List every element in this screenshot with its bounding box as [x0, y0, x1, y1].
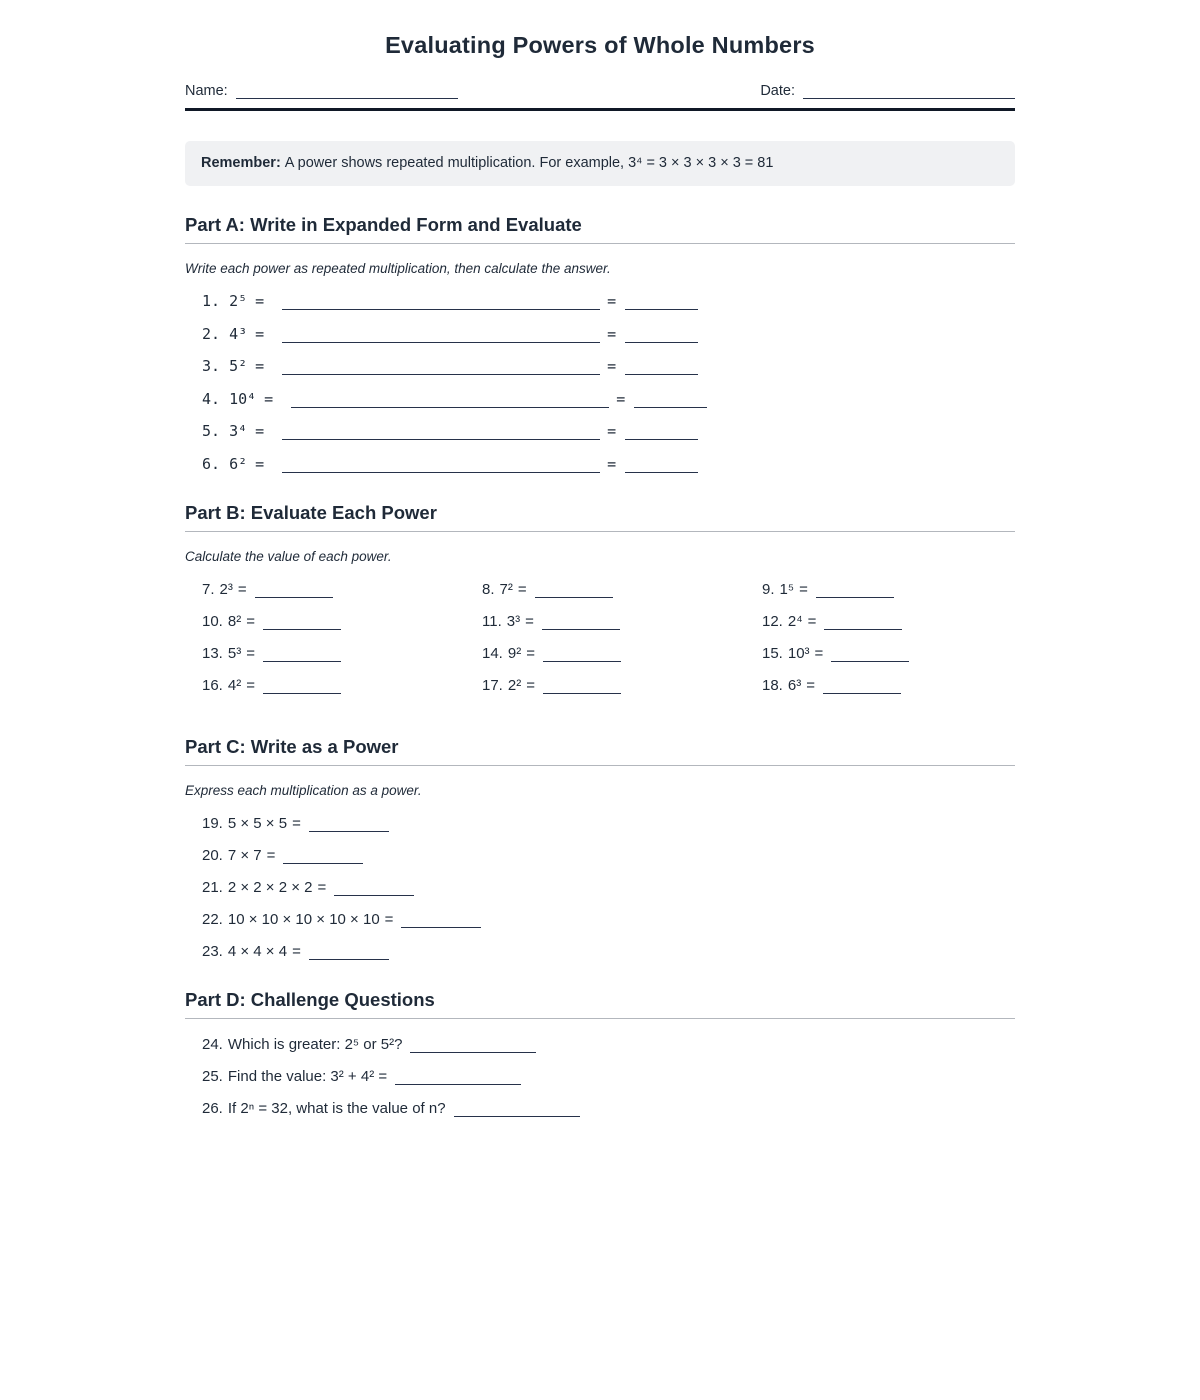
equals-sign: =	[607, 324, 617, 343]
answer-blank-line	[263, 648, 341, 662]
equals-sign: =	[526, 676, 535, 694]
part-d-heading: Part D: Challenge Questions	[185, 989, 1015, 1019]
equals-sign: =	[292, 814, 301, 832]
item-number: 3.	[202, 357, 221, 375]
date-field-group	[760, 83, 1015, 99]
section-part-a	[185, 214, 1015, 474]
answer-blank-line	[823, 680, 901, 694]
answer-blank-line	[542, 616, 620, 630]
part-b-item	[202, 580, 482, 599]
section-part-d	[185, 989, 1015, 1118]
item-number: 14.	[482, 644, 503, 662]
equals-sign: =	[255, 292, 265, 310]
equals-sign: =	[607, 454, 617, 473]
item-number: 7.	[202, 580, 215, 598]
item-number: 4.	[202, 389, 221, 408]
part-a-item	[202, 422, 1015, 441]
expanded-form-blank-line	[282, 361, 600, 375]
equals-sign: =	[607, 292, 617, 310]
equals-sign: =	[317, 878, 327, 896]
equals-sign: =	[266, 846, 276, 864]
equals-sign: =	[517, 580, 527, 598]
item-number: 9.	[762, 580, 775, 598]
part-c-heading: Part C: Write as a Power	[185, 736, 1015, 766]
answer-blank-line	[816, 584, 894, 598]
answer-blank-line	[454, 1103, 580, 1117]
part-c-item	[202, 814, 1015, 833]
equals-sign: =	[526, 644, 535, 662]
item-power: 8²	[227, 612, 242, 630]
section-part-c	[185, 736, 1015, 961]
part-c-item	[202, 942, 1015, 961]
name-field-group	[185, 83, 458, 99]
part-a-item	[202, 292, 1015, 311]
part-a-list	[185, 292, 1015, 474]
part-b-item	[202, 612, 482, 631]
reminder-label: Remember:	[201, 155, 281, 171]
item-number: 16.	[202, 676, 223, 694]
answer-blank-line	[625, 459, 698, 473]
equals-sign: =	[607, 357, 617, 375]
item-number: 12.	[762, 612, 783, 630]
part-c-item	[202, 910, 1015, 929]
answer-blank-line	[401, 914, 481, 928]
part-d-item	[202, 1067, 1015, 1086]
part-b-item	[482, 644, 762, 663]
item-power: 2³	[219, 580, 233, 598]
answer-blank-line	[410, 1039, 536, 1053]
equals-sign: =	[237, 580, 247, 598]
part-b-instruction: Calculate the value of each power.	[185, 548, 392, 564]
equals-sign: =	[246, 612, 255, 630]
part-a-item	[202, 325, 1015, 344]
item-number: 10.	[202, 612, 223, 630]
equals-sign: =	[814, 644, 824, 662]
reminder-text: A power shows repeated multiplication. For example, 3⁴ = 3 × 3 × 3 × 3 = 81	[284, 155, 774, 171]
equals-sign: =	[264, 389, 274, 408]
equals-sign: =	[799, 580, 808, 598]
item-question: Find the value: 3² + 4² =	[227, 1067, 388, 1085]
item-power: 4³	[229, 324, 248, 343]
item-number: 13.	[202, 644, 223, 662]
equals-sign: =	[616, 389, 626, 408]
item-number: 24.	[202, 1035, 223, 1053]
item-expression: 2 × 2 × 2 × 2	[227, 878, 313, 896]
part-c-instruction: Express each multiplication as a power.	[185, 782, 422, 798]
part-b-item	[762, 676, 1015, 695]
part-a-instruction: Write each power as repeated multiplication, then calculate the answer.	[185, 261, 611, 276]
part-d-item	[202, 1035, 1015, 1054]
equals-sign: =	[255, 454, 265, 473]
part-b-item	[202, 676, 482, 695]
part-c-list	[185, 814, 1015, 961]
item-number: 1.	[202, 292, 221, 310]
item-number: 6.	[202, 454, 221, 473]
item-power: 10³	[787, 644, 810, 662]
part-b-grid	[185, 580, 1015, 708]
part-a-heading: Part A: Write in Expanded Form and Evaluate	[185, 214, 1015, 244]
expanded-form-blank-line	[282, 426, 600, 440]
item-power: 3³	[506, 612, 521, 630]
date-label: Date:	[760, 83, 795, 99]
answer-blank-line	[831, 648, 909, 662]
item-number: 11.	[482, 612, 502, 630]
equals-sign: =	[255, 357, 265, 375]
part-c-item	[202, 846, 1015, 865]
part-b-item	[762, 644, 1015, 663]
answer-blank-line	[263, 616, 341, 630]
expanded-form-blank-line	[282, 329, 600, 343]
answer-blank-line	[255, 584, 333, 598]
answer-blank-line	[824, 616, 902, 630]
item-number: 21.	[202, 878, 223, 896]
equals-sign: =	[246, 676, 255, 694]
answer-blank-line	[543, 680, 621, 694]
item-power: 4²	[227, 676, 242, 694]
section-part-b	[185, 502, 1015, 708]
item-power: 2⁵	[229, 292, 248, 310]
equals-sign: =	[525, 612, 534, 630]
answer-blank-line	[535, 584, 613, 598]
item-power: 6²	[229, 454, 248, 473]
answer-blank-line	[543, 648, 621, 662]
item-expression: 5 × 5 × 5	[227, 814, 288, 832]
expanded-form-blank-line	[282, 459, 600, 473]
part-b-item	[202, 644, 482, 663]
item-power: 6³	[787, 676, 802, 694]
item-expression: 10 × 10 × 10 × 10 × 10	[227, 910, 380, 928]
name-blank-line	[236, 85, 458, 99]
item-number: 2.	[202, 324, 221, 343]
answer-blank-line	[625, 361, 698, 375]
worksheet-page	[185, 0, 1015, 1118]
name-date-row	[185, 83, 1015, 111]
equals-sign: =	[607, 422, 617, 440]
item-question: Which is greater: 2⁵ or 5²?	[227, 1035, 403, 1053]
answer-blank-line	[283, 850, 363, 864]
part-d-list	[185, 1035, 1015, 1118]
part-b-item	[762, 612, 1015, 631]
reminder-callout	[185, 141, 1015, 186]
equals-sign: =	[246, 644, 255, 662]
equals-sign: =	[384, 910, 394, 928]
item-number: 23.	[202, 942, 223, 960]
item-expression: 7 × 7	[227, 846, 262, 864]
equals-sign: =	[807, 612, 817, 630]
equals-sign: =	[806, 676, 815, 694]
item-number: 8.	[482, 580, 495, 598]
expanded-form-blank-line	[282, 296, 600, 310]
part-a-item	[202, 390, 1015, 409]
item-question: If 2ⁿ = 32, what is the value of n?	[227, 1099, 446, 1117]
item-number: 17.	[482, 676, 503, 694]
item-number: 18.	[762, 676, 783, 694]
name-label: Name:	[185, 83, 228, 99]
part-b-item	[482, 676, 762, 695]
answer-blank-line	[625, 426, 698, 440]
answer-blank-line	[634, 394, 707, 408]
answer-blank-line	[263, 680, 341, 694]
item-power: 10⁴	[229, 389, 257, 408]
item-power: 2⁴	[787, 612, 803, 630]
answer-blank-line	[395, 1071, 521, 1085]
equals-sign: =	[292, 942, 301, 960]
item-number: 22.	[202, 910, 223, 928]
item-number: 26.	[202, 1099, 223, 1117]
answer-blank-line	[625, 296, 698, 310]
part-b-item	[482, 612, 762, 631]
date-blank-line	[803, 85, 1015, 99]
item-power: 1⁵	[779, 580, 795, 598]
item-number: 5.	[202, 422, 221, 440]
item-number: 15.	[762, 644, 783, 662]
part-b-item	[762, 580, 1015, 599]
part-b-item	[482, 580, 762, 599]
expanded-form-blank-line	[291, 394, 609, 408]
answer-blank-line	[334, 882, 414, 896]
item-power: 3⁴	[229, 422, 248, 440]
item-power: 5³	[227, 644, 242, 662]
part-a-item	[202, 455, 1015, 474]
item-power: 5²	[229, 357, 248, 375]
page-title: Evaluating Powers of Whole Numbers	[385, 32, 815, 58]
answer-blank-line	[309, 946, 389, 960]
part-c-item	[202, 878, 1015, 897]
part-b-heading: Part B: Evaluate Each Power	[185, 502, 1015, 532]
item-number: 20.	[202, 846, 223, 864]
item-power: 9²	[507, 644, 522, 662]
item-power: 7²	[499, 580, 513, 598]
item-number: 25.	[202, 1067, 223, 1085]
equals-sign: =	[255, 422, 265, 440]
item-expression: 4 × 4 × 4	[227, 942, 288, 960]
part-a-item	[202, 357, 1015, 376]
item-number: 19.	[202, 814, 223, 832]
answer-blank-line	[625, 329, 698, 343]
part-d-item	[202, 1099, 1015, 1118]
answer-blank-line	[309, 818, 389, 832]
equals-sign: =	[255, 324, 265, 343]
item-power: 2²	[507, 676, 522, 694]
